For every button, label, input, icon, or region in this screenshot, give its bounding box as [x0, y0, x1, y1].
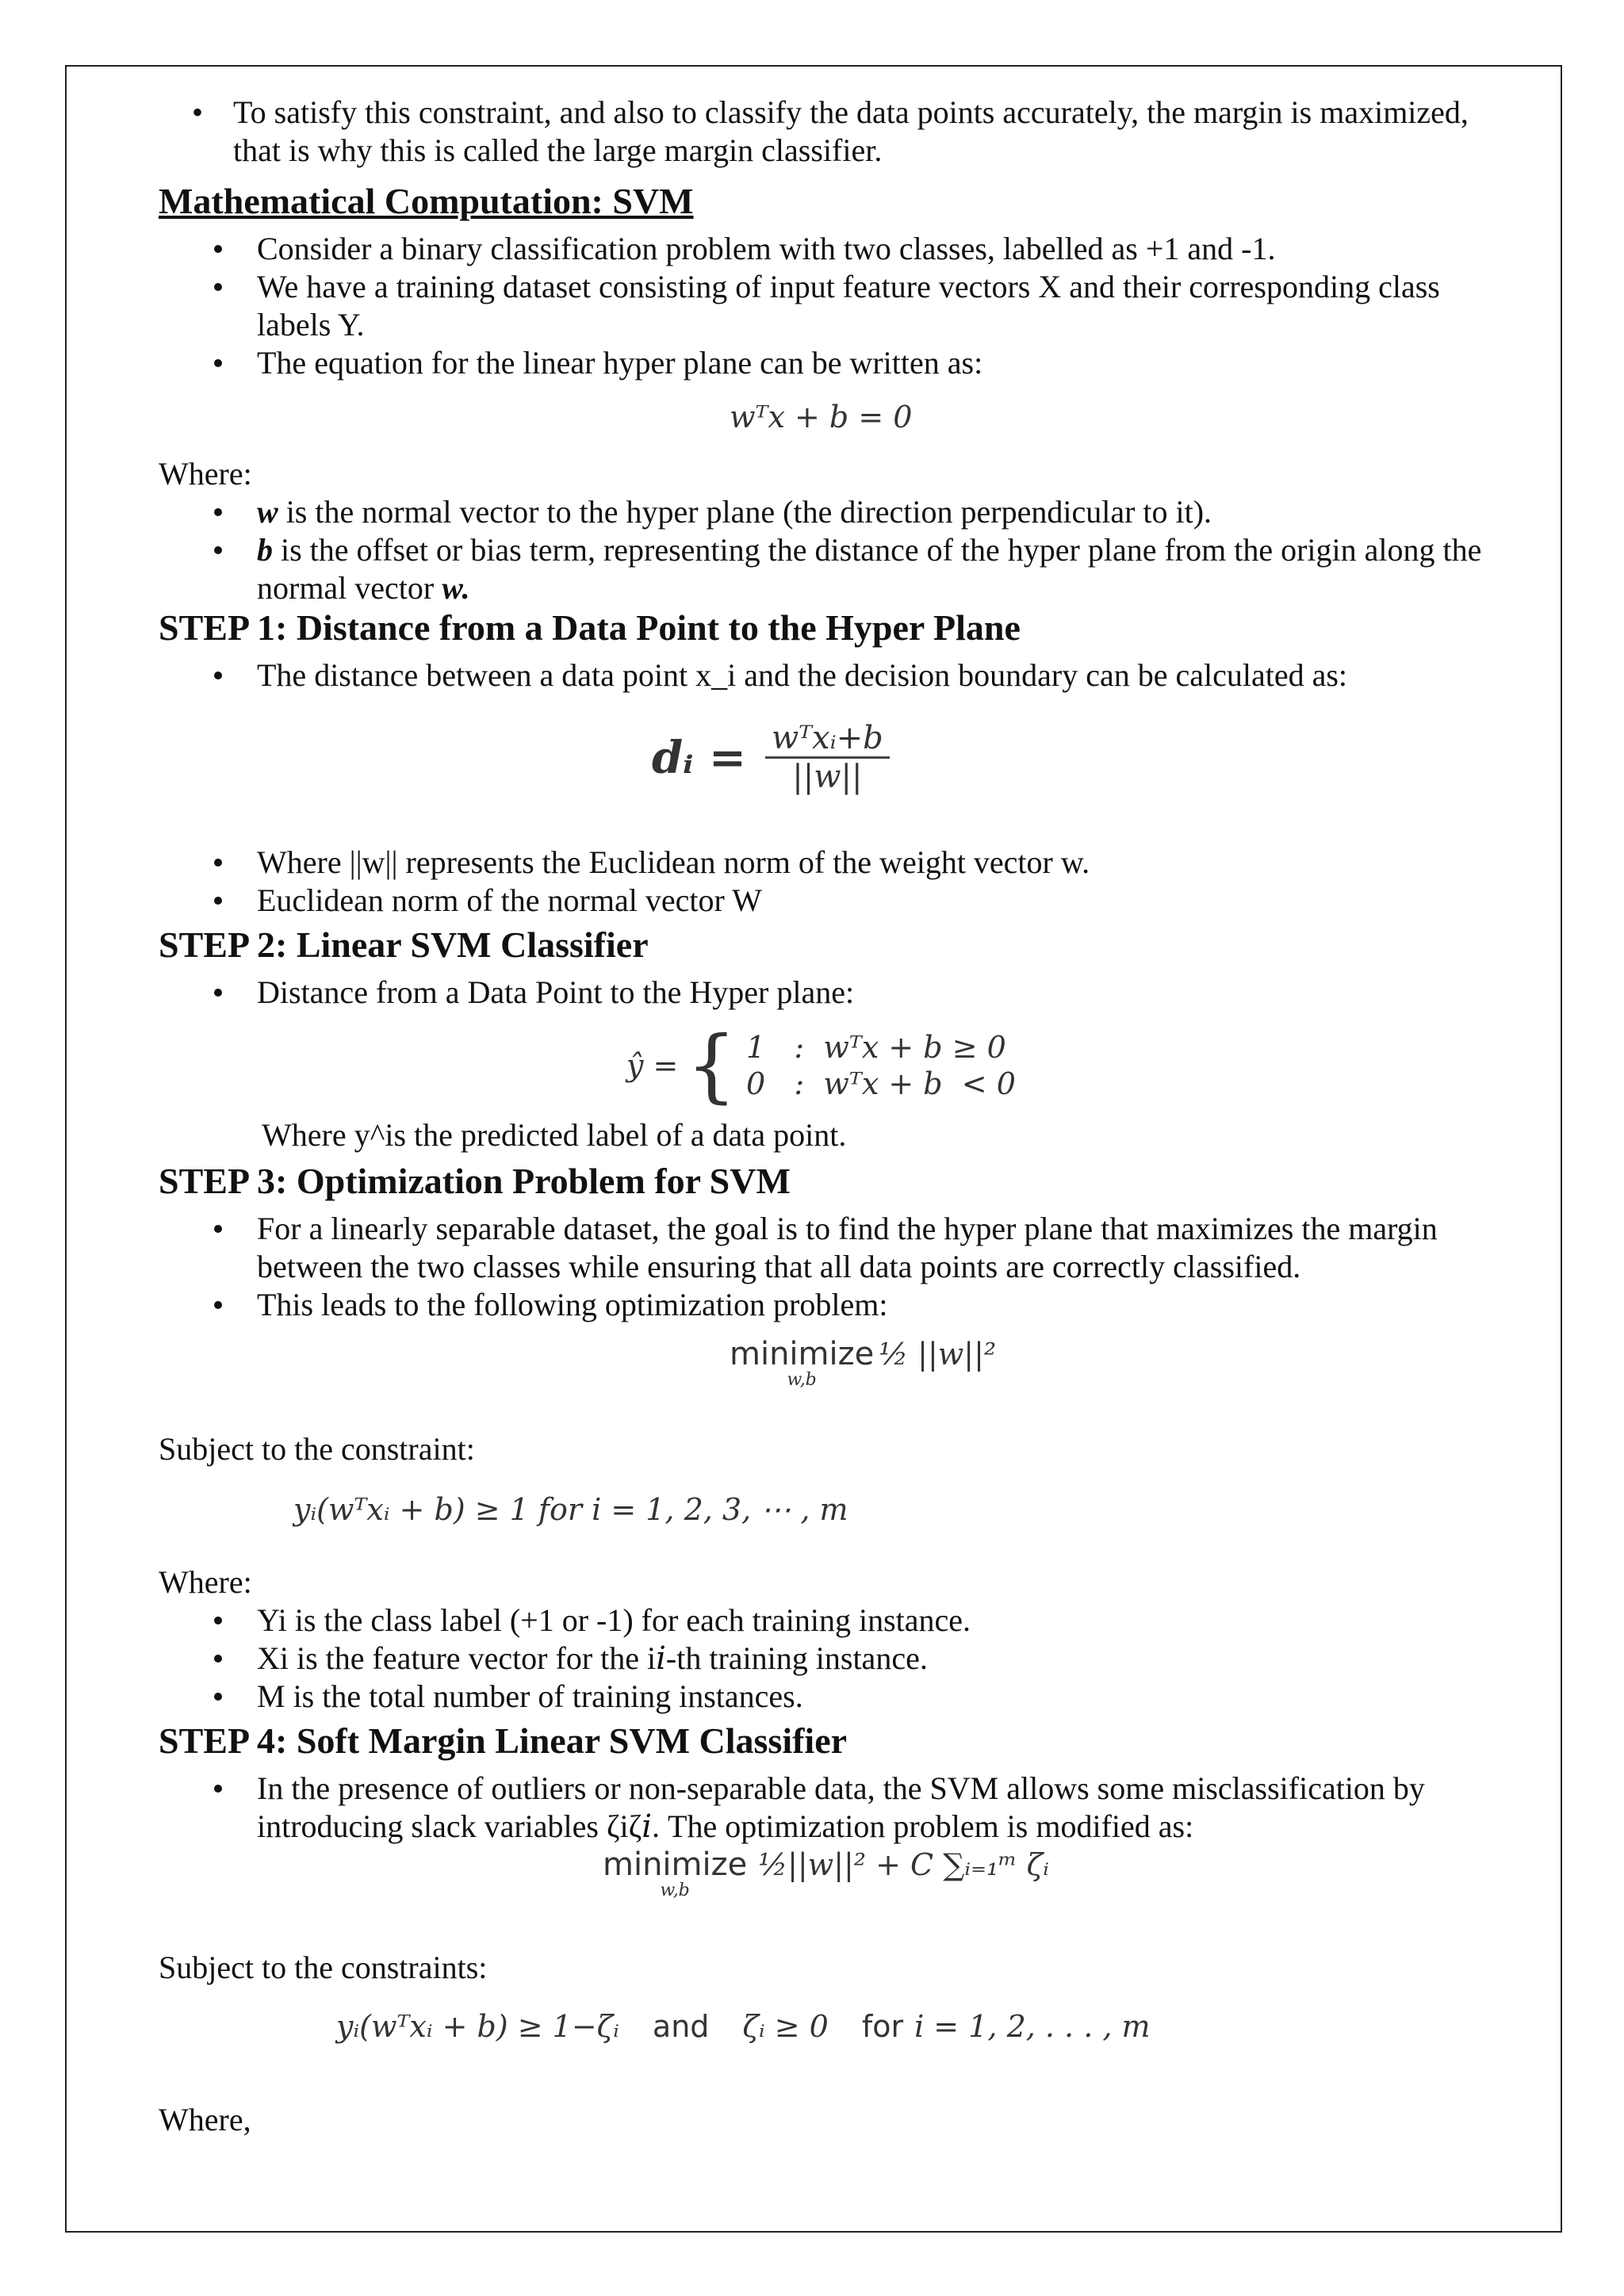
subject-label: Subject to the constraints:	[159, 1950, 488, 1985]
step1-heading: STEP 1: Distance from a Data Point to the Hyper Plane	[159, 607, 1021, 648]
bullet-marker	[209, 1601, 228, 1640]
list-item-text: w is the normal vector to the hyper plane (the direction perpendicular to it).	[257, 494, 1212, 530]
list-item-text: Distance from a Data Point to the Hyper plane:	[257, 974, 855, 1010]
bullet-marker	[209, 493, 228, 531]
distance-equation: dᵢ = $\frac{\text{wᵀxᵢ+b}}{||w||}$	[652, 720, 890, 795]
subject-label: Subject to the constraint:	[159, 1431, 475, 1467]
bullet-marker	[209, 882, 228, 920]
step3-heading: STEP 3: Optimization Problem for SVM	[159, 1161, 791, 1201]
bullet-marker	[209, 844, 228, 882]
where-label: Where:	[159, 456, 252, 492]
bullet-marker	[209, 1286, 228, 1324]
bullet-marker	[209, 344, 228, 382]
list-item-text: M is the total number of training instances.	[257, 1678, 803, 1714]
predicted-label-note: Where y^is the predicted label of a data point.	[262, 1117, 847, 1153]
where-label: Where:	[159, 1564, 252, 1600]
classifier-equation: ŷ = { 1 : wᵀx + b ≥ 0 0 : wᵀx + b < 0	[626, 1019, 1016, 1112]
list-item-text: Yi is the class label (+1 or -1) for each training instance.	[257, 1602, 971, 1638]
bullet-marker	[209, 1678, 228, 1716]
list-item-text: The equation for the linear hyper plane can be written as:	[257, 345, 983, 381]
step2-heading: STEP 2: Linear SVM Classifier	[159, 924, 649, 965]
bullet-marker	[209, 268, 228, 306]
bullet-marker	[209, 1640, 228, 1678]
list-item-text: Where ||w|| represents the Euclidean norm of the weight vector w.	[257, 844, 1090, 880]
list-item-text: Euclidean norm of the normal vector W	[257, 882, 762, 918]
list-item-text: Xi is the feature vector for the i𝑖-th training instance.	[257, 1640, 928, 1676]
optimization-equation: minimize w,b ½ ||w||²	[730, 1336, 997, 1390]
intro-bullet-text: To satisfy this constraint, and also to classify the data points accurately, the margin is maximized, that is why this is called the large margin classifier.	[233, 94, 1469, 168]
soft-margin-equation: minimize w,b ½||w||² + C ∑ᵢ₌₁ᵐ ζᵢ	[603, 1846, 1049, 1900]
list-item-text: The distance between a data point x_i and the decision boundary can be calculated as:	[257, 657, 1348, 693]
bullet-marker	[209, 974, 228, 1012]
hyperplane-equation: wᵀx + b = 0	[730, 400, 913, 434]
bullet-marker	[209, 1770, 228, 1808]
bullet-marker	[209, 1210, 228, 1248]
list-item-text: In the presence of outliers or non-separable data, the SVM allows some misclassification by introducing slack variables ζiζ𝑖. The optimization problem is modified as:	[257, 1770, 1425, 1844]
list-item-text: For a linearly separable dataset, the goal is to find the hyper plane that maximizes the margin between the two classes while ensuring that all data points are correctly classified.	[257, 1211, 1438, 1284]
bullet-marker: •	[192, 94, 204, 130]
soft-constraint-equation: yᵢ(wᵀxᵢ + b) ≥ 1−ζᵢ and ζᵢ ≥ 0 for i = 1, 2, . . . , m	[336, 2009, 1151, 2044]
section-heading-math: Mathematical Computation: SVM	[159, 181, 694, 221]
step4-heading: STEP 4: Soft Margin Linear SVM Classifier	[159, 1720, 848, 1761]
list-item-text: Consider a binary classification problem with two classes, labelled as +1 and -1.	[257, 231, 1276, 266]
bullet-marker	[209, 531, 228, 569]
where-label: Where,	[159, 2102, 251, 2137]
list-item-text: This leads to the following optimization problem:	[257, 1287, 888, 1322]
bullet-marker	[209, 656, 228, 695]
list-item-text: We have a training dataset consisting of input feature vectors X and their corresponding class labels Y.	[257, 269, 1440, 342]
list-item-text: b is the offset or bias term, representing the distance of the hyper plane from the origin along the normal vector w.	[257, 532, 1482, 606]
bullet-marker	[209, 230, 228, 268]
constraint-equation: yᵢ(wᵀxᵢ + b) ≥ 1 for i = 1, 2, 3, ⋯ , m	[293, 1492, 848, 1527]
